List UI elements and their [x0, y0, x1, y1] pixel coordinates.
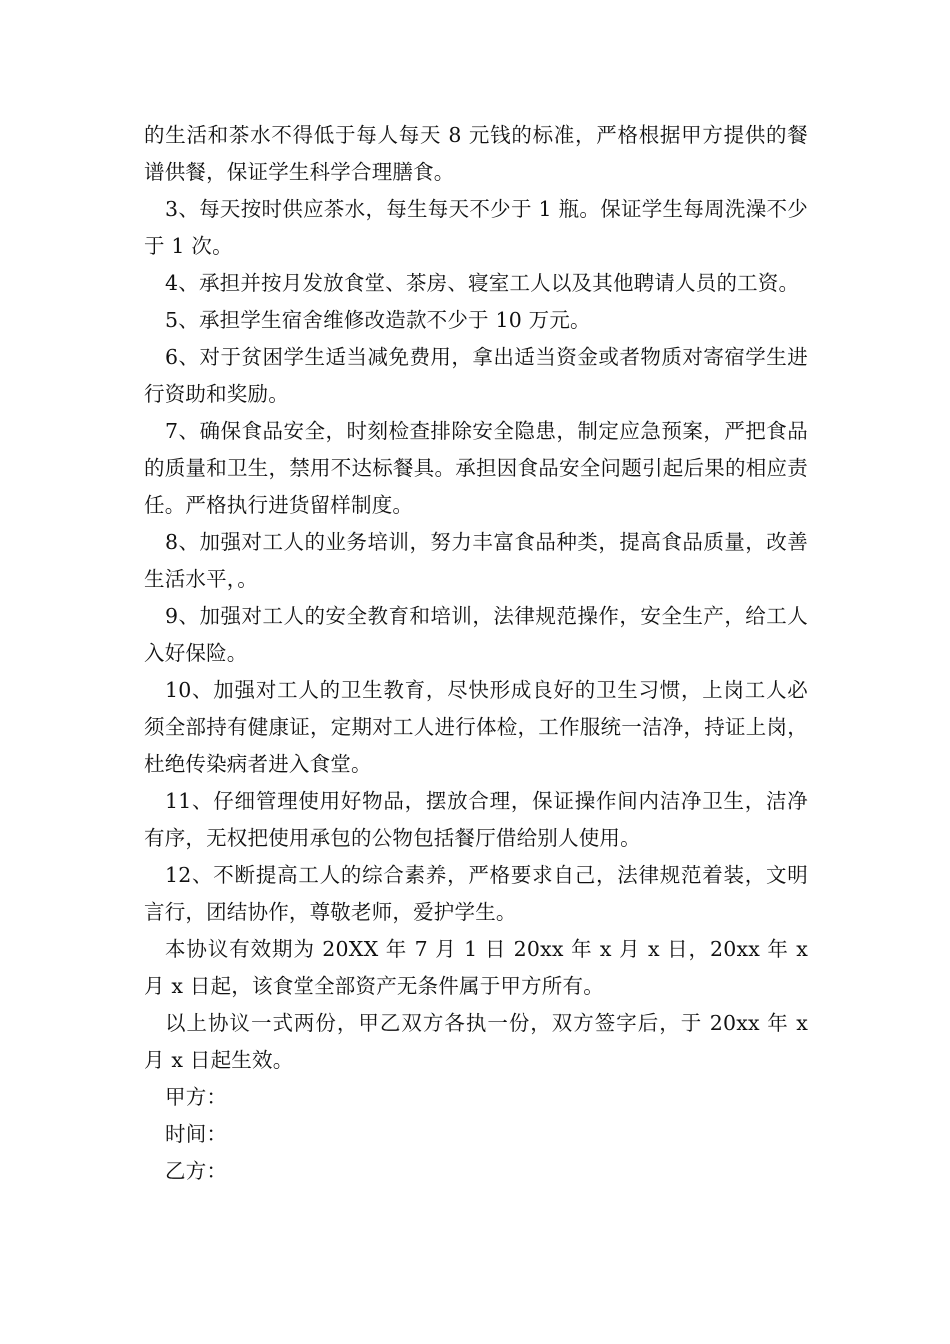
- paragraph-item-7: 7、确保食品安全，时刻检查排除安全隐患，制定应急预案，严把食品的质量和卫生，禁用不达标餐具。承担因食品安全问题引起后果的相应责任。严格执行进货留样制度。: [144, 419, 808, 517]
- paragraph-item-10: 10、加强对工人的卫生教育，尽快形成良好的卫生习惯，上岗工人必须全部持有健康证，定期对工人进行体检，工作服统一洁净，持证上岗，杜绝传染病者进入食堂。: [144, 678, 808, 776]
- paragraph-item-8: 8、加强对工人的业务培训，努力丰富食品种类，提高食品质量，改善生活水平，。: [144, 530, 808, 591]
- document-page: [144, 117, 808, 1190]
- paragraph-item-6: 6、对于贫困学生适当减免费用，拿出适当资金或者物质对寄宿学生进行资助和奖励。: [144, 345, 808, 406]
- paragraph-item-4: 4、承担并按月发放食堂、茶房、寝室工人以及其他聘请人员的工资。: [165, 271, 800, 295]
- paragraph-item-5: 5、承担学生宿舍维修改造款不少于 10 万元。: [165, 308, 591, 332]
- signature-time: 时间：: [165, 1122, 228, 1146]
- signature-party-a: 甲方：: [165, 1085, 228, 1109]
- signature-party-b: 乙方：: [165, 1159, 228, 1183]
- paragraph-validity-period: 本协议有效期为 20XX 年 7 月 1 日 20xx 年 x 月 x 日，20xx 年 x 月 x 日起，该食堂全部资产无条件属于甲方所有。: [144, 937, 808, 998]
- paragraph-item-9: 9、加强对工人的安全教育和培训，法律规范操作，安全生产，给工人入好保险。: [144, 604, 808, 665]
- paragraph-item-3: 3、每天按时供应茶水，每生每天不少于 1 瓶。保证学生每周洗澡不少于 1 次。: [144, 197, 808, 258]
- paragraph-effective-clause: 以上协议一式两份，甲乙双方各执一份，双方签字后，于 20xx 年 x 月 x 日起生效。: [144, 1011, 808, 1072]
- paragraph-item-11: 11、仔细管理使用好物品，摆放合理，保证操作间内洁净卫生，洁净有序，无权把使用承包的公物包括餐厅借给别人使用。: [144, 789, 808, 850]
- paragraph-meal-standard: 的生活和茶水不得低于每人每天 8 元钱的标准，严格根据甲方提供的餐谱供餐，保证学生科学合理膳食。: [144, 123, 808, 184]
- paragraph-item-12: 12、不断提高工人的综合素养，严格要求自己，法律规范着装，文明言行，团结协作，尊敬老师，爱护学生。: [144, 863, 808, 924]
